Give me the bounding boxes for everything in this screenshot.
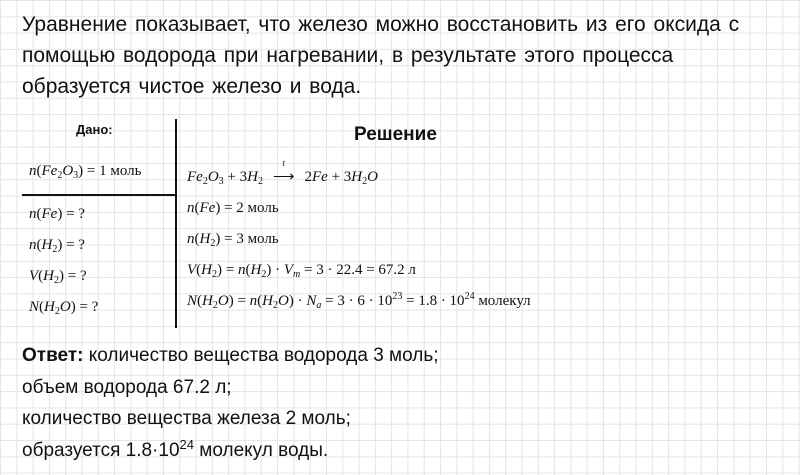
given-known: $n(Fe_2O_3) = 1$ моль	[29, 163, 142, 181]
reaction-arrow: t ⟶	[267, 167, 301, 186]
intro-line-3: образуется чистое железо и вода.	[22, 75, 362, 98]
solution-v-h2: $V(H_2) = n(H_2) \cdot V_m = 3 \cdot 22.4 = 67.2$ л	[187, 262, 416, 280]
solution-n-h2: $n(H_2) = 3$ моль	[187, 231, 279, 249]
answer-line-2: объем водорода 67.2 л;	[22, 376, 232, 398]
intro-line-1: Уравнение показывает, что железо можно восстановить из его оксида с	[22, 13, 740, 36]
answer-line-4: образуется $1.8\cdot 10^{24}$ молекул воды.	[22, 436, 329, 461]
intro-line-2: помощью водорода при нагревании, в результате этого процесса	[22, 44, 674, 67]
given-title: Дано:	[76, 122, 113, 137]
unknown-n-fe: n(Fe) = ?	[29, 206, 85, 222]
intro-paragraph	[22, 9, 778, 102]
unknown-n-h2o: $N(H_2O)$ = ?	[29, 299, 99, 317]
table-vertical-divider	[175, 119, 177, 328]
answer-block	[22, 340, 439, 466]
reaction-equation: $Fe_2O_3 + 3H_2$ t ⟶ $2Fe + 3H_2O$	[187, 158, 378, 187]
answer-line-1: Ответ: количество вещества водорода 3 моль;	[22, 345, 439, 366]
arrow-condition: t	[282, 158, 285, 168]
unknown-v-h2: $V(H_2)$ = ?	[29, 268, 87, 286]
solution-n-fe: n(Fe) = 2 моль	[187, 200, 279, 216]
solution-title: Решение	[354, 124, 437, 145]
unknown-n-h2: $n(H_2)$ = ?	[29, 237, 85, 255]
answer-line-3: количество вещества железа 2 моль;	[22, 408, 351, 429]
answer-label: Ответ:	[22, 345, 84, 366]
given-divider	[22, 194, 177, 196]
given-fn: n	[29, 163, 37, 179]
solution-n-h2o: $N(H_2O) = n(H_2O) \cdot N_a = 3 \cdot 6 \cdot 10^{23} = 1.8 \cdot 10^{24}$ молекул	[187, 291, 531, 311]
